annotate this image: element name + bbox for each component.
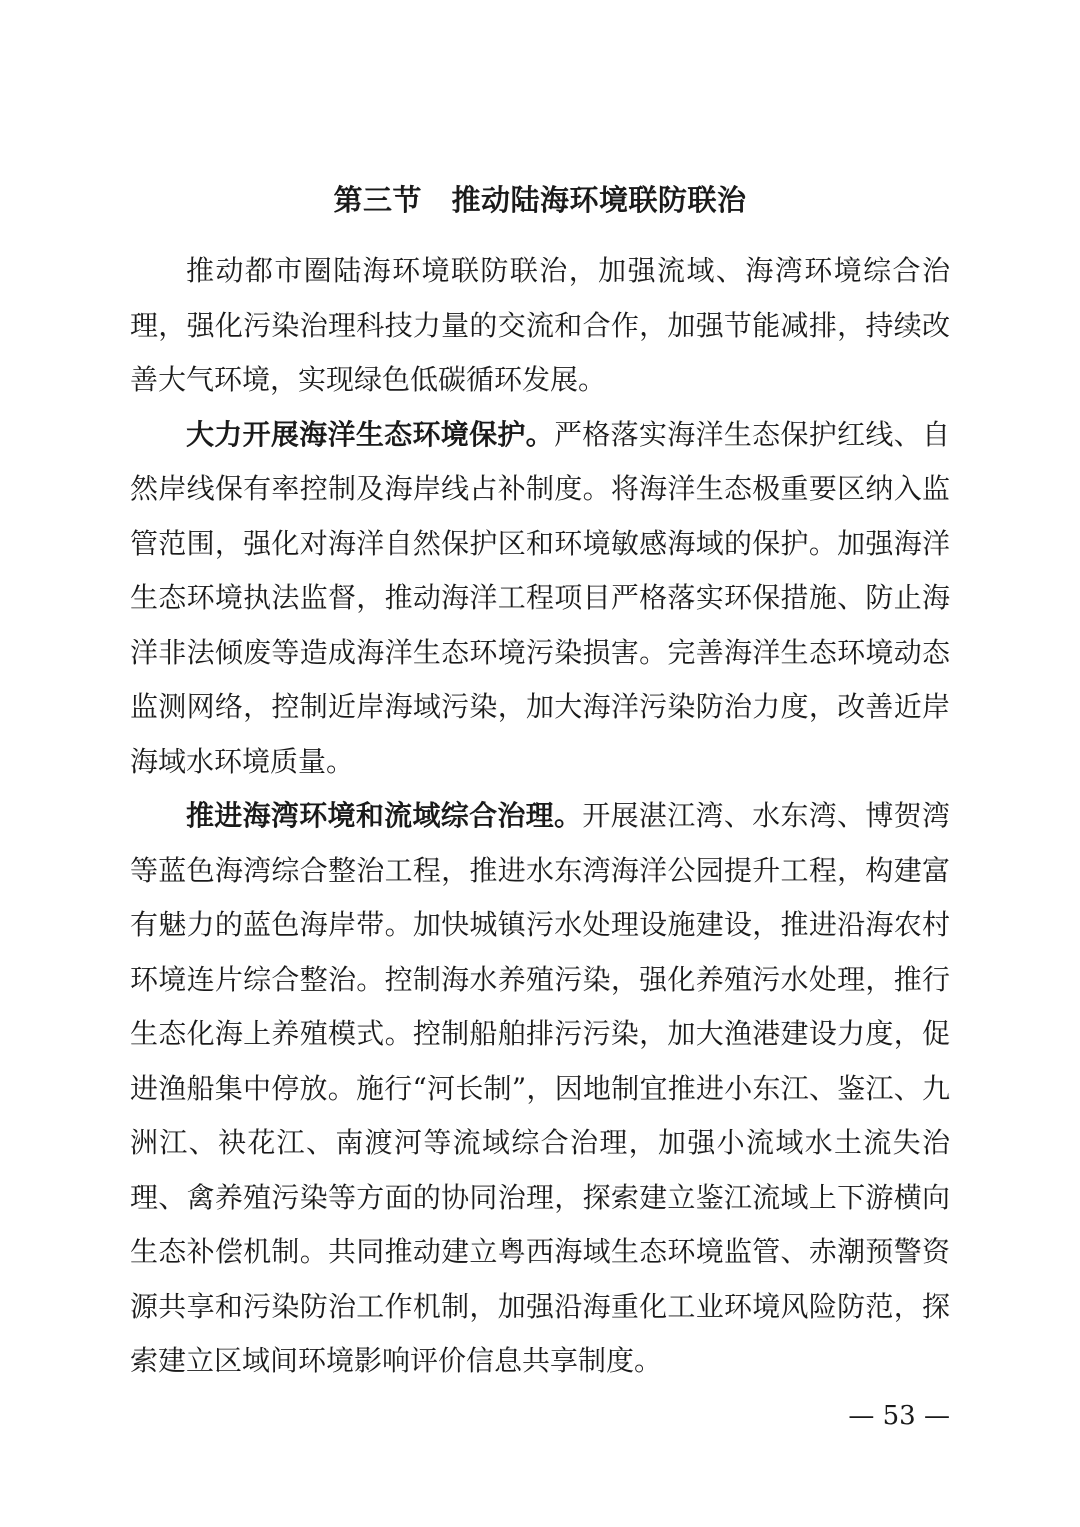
page-number: — 53 — <box>848 1401 950 1431</box>
paragraph-text: 推动都市圈陆海环境联防联治，加强流域、海湾环境综合治理，强化污染治理科技力量的交流和合作，加强节能减排，持续改善大气环境，实现绿色低碳循环发展。 <box>130 254 950 396</box>
paragraph-lead: 推进海湾环境和流域综合治理。 <box>186 799 583 832</box>
paragraph-text: 严格落实海洋生态保护红线、自然岸线保有率控制及海岸线占补制度。将海洋生态极重要区纳入监管范围，强化对海洋自然保护区和环境敏感海域的保护。加强海洋生态环境执法监督，推动海洋工程项目严格落实环保措施、防止海洋非法倾废等造成海洋生态环境污染损害。完善海洋生态环境动态监测网络，控制近岸海域污染，加大海洋污染防治力度，改善近岸海域水环境质量。 <box>130 417 950 778</box>
paragraph-bay-governance <box>130 789 950 1389</box>
paragraph-intro <box>130 244 950 408</box>
body-text <box>130 244 950 1389</box>
paragraph-marine-protection <box>130 408 950 790</box>
paragraph-text: 开展湛江湾、水东湾、博贺湾等蓝色海湾综合整治工程，推进水东湾海洋公园提升工程，构建富有魅力的蓝色海岸带。加快城镇污水处理设施建设，推进沿海农村环境连片综合整治。控制海水养殖污染，强化养殖污水处理，推行生态化海上养殖模式。控制船舶排污污染，加大渔港建设力度，促进渔船集中停放。施行“河长制”，因地制宜推进小东江、鉴江、九洲江、袂花江、南渡河等流域综合治理，加强小流域水土流失治理、禽养殖污染等方面的协同治理，探索建立鉴江流域上下游横向生态补偿机制。共同推动建立粤西海域生态环境监管、赤潮预警资源共享和污染防治工作机制，加强沿海重化工业环境风险防范，探索建立区域间环境影响评价信息共享制度。 <box>130 799 950 1377</box>
section-title: 第三节 推动陆海环境联防联治 <box>333 183 747 217</box>
paragraph-lead: 大力开展海洋生态环境保护。 <box>186 417 554 451</box>
